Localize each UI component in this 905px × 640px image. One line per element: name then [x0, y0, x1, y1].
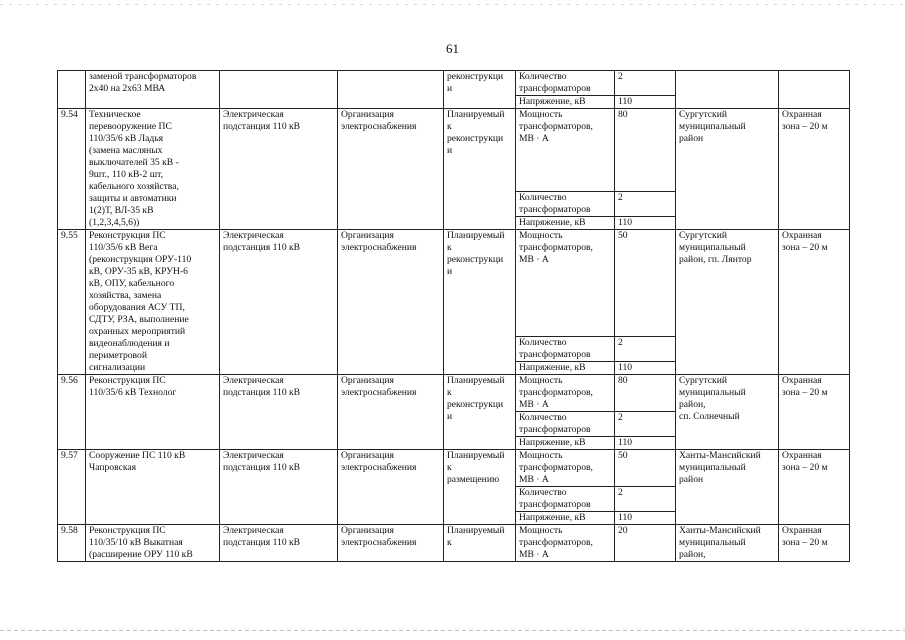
type-cell: Электрическая подстанция 110 кВ	[220, 230, 338, 375]
num-cell: 9.56	[58, 375, 86, 450]
scan-edge-top	[0, 4, 905, 5]
param-value-cell: 50	[615, 230, 676, 337]
param-label-cell: Количество трансформаторов	[516, 412, 615, 437]
param-value-cell: 80	[615, 375, 676, 412]
location-cell: Ханты-Мансийский муниципальный район,	[676, 525, 779, 562]
param-value-cell: 110	[615, 217, 676, 230]
param-value-cell: 110	[615, 437, 676, 450]
name-cell: Сооружение ПС 110 кВ Чапровская	[86, 450, 220, 525]
param-label-cell: Количество трансформаторов	[516, 71, 615, 96]
num-cell: 9.54	[58, 109, 86, 230]
param-label-cell: Мощность трансформаторов, МВ · А	[516, 230, 615, 337]
zone-cell: Охранная зона – 20 м	[779, 375, 850, 450]
status-cell: Планируемый к реконструкци и	[444, 230, 516, 375]
param-label-cell: Напряжение, кВ	[516, 512, 615, 525]
table-row	[58, 375, 850, 412]
name-cell: Реконструкция ПС 110/35/6 кВ Вега (реконструкция ОРУ-110 кВ, ОРУ-35 кВ, КРУН-6 кВ, ОПУ, кабельного хозяйства, замена оборудования АСУ ТП, СДТУ, РЗА, выполнение охранных мероприятий видеонаблюдения и периметровой сигнализации	[86, 230, 220, 375]
num-cell: 9.55	[58, 230, 86, 375]
param-label-cell: Напряжение, кВ	[516, 362, 615, 375]
param-value-cell: 110	[615, 96, 676, 109]
param-label-cell: Мощность трансформаторов, МВ · А	[516, 525, 615, 562]
type-cell: Электрическая подстанция 110 кВ	[220, 375, 338, 450]
facilities-table	[57, 70, 850, 562]
table-row-continuation	[58, 71, 850, 96]
scan-edge-bottom	[0, 630, 905, 631]
location-cell: Ханты-Мансийский муниципальный район	[676, 450, 779, 525]
name-cell: Реконструкция ПС 110/35/6 кВ Технолог	[86, 375, 220, 450]
param-value-cell: 2	[615, 487, 676, 512]
purpose-cell: Организация электроснабжения	[338, 230, 444, 375]
param-value-cell: 20	[615, 525, 676, 562]
param-label-cell: Напряжение, кВ	[516, 217, 615, 230]
type-cell	[220, 71, 338, 109]
purpose-cell: Организация электроснабжения	[338, 525, 444, 562]
param-value-cell: 80	[615, 109, 676, 192]
param-label-cell: Мощность трансформаторов, МВ · А	[516, 450, 615, 487]
param-label-cell: Количество трансформаторов	[516, 192, 615, 217]
param-value-cell: 50	[615, 450, 676, 487]
table-row	[58, 230, 850, 337]
param-label-cell: Мощность трансформаторов, МВ · А	[516, 109, 615, 192]
location-cell	[676, 71, 779, 109]
zone-cell: Охранная зона – 20 м	[779, 230, 850, 375]
param-label-cell: Напряжение, кВ	[516, 96, 615, 109]
status-cell: Планируемый к размещению	[444, 450, 516, 525]
zone-cell	[779, 71, 850, 109]
purpose-cell	[338, 71, 444, 109]
location-cell: Сургутский муниципальный район, сп. Солнечный	[676, 375, 779, 450]
param-value-cell: 2	[615, 192, 676, 217]
name-cell: заменой трансформаторов 2х40 на 2х63 МВА	[86, 71, 220, 109]
status-cell: Планируемый к	[444, 525, 516, 562]
name-cell: Реконструкция ПС 110/35/10 кВ Выкатная (расширение ОРУ 110 кВ	[86, 525, 220, 562]
param-label-cell: Количество трансформаторов	[516, 337, 615, 362]
status-cell: реконструкци и	[444, 71, 516, 109]
num-cell: 9.58	[58, 525, 86, 562]
type-cell: Электрическая подстанция 110 кВ	[220, 525, 338, 562]
num-cell	[58, 71, 86, 109]
location-cell: Сургутский муниципальный район, гп. Лянтор	[676, 230, 779, 375]
table-row	[58, 450, 850, 487]
param-label-cell: Мощность трансформаторов, МВ · А	[516, 375, 615, 412]
param-value-cell: 2	[615, 71, 676, 96]
name-cell: Техническое перевооружение ПС 110/35/6 кВ Ладья (замена масляных выключателей 35 кВ - 9шт., 110 кВ-2 шт, кабельного хозяйства, защиты и автоматики 1(2)Т, ВЛ-35 кВ (1,2,3,4,5,6))	[86, 109, 220, 230]
param-value-cell: 2	[615, 337, 676, 362]
location-cell: Сургутский муниципальный район	[676, 109, 779, 230]
type-cell: Электрическая подстанция 110 кВ	[220, 450, 338, 525]
param-label-cell: Количество трансформаторов	[516, 487, 615, 512]
param-value-cell: 110	[615, 362, 676, 375]
table-row	[58, 109, 850, 192]
status-cell: Планируемый к реконструкци и	[444, 109, 516, 230]
purpose-cell: Организация электроснабжения	[338, 375, 444, 450]
purpose-cell: Организация электроснабжения	[338, 450, 444, 525]
zone-cell: Охранная зона – 20 м	[779, 525, 850, 562]
page-number: 61	[446, 41, 459, 56]
param-value-cell: 110	[615, 512, 676, 525]
type-cell: Электрическая подстанция 110 кВ	[220, 109, 338, 230]
num-cell: 9.57	[58, 450, 86, 525]
zone-cell: Охранная зона – 20 м	[779, 450, 850, 525]
param-label-cell: Напряжение, кВ	[516, 437, 615, 450]
status-cell: Планируемый к реконструкци и	[444, 375, 516, 450]
purpose-cell: Организация электроснабжения	[338, 109, 444, 230]
param-value-cell: 2	[615, 412, 676, 437]
table-row	[58, 525, 850, 562]
zone-cell: Охранная зона – 20 м	[779, 109, 850, 230]
